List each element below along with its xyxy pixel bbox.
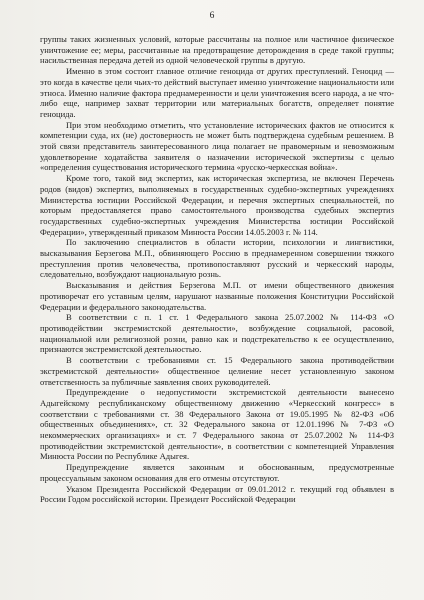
document-body (40, 34, 394, 505)
paragraph-10: Предупреждение является законным и обоснованным, предусмотренные процессуальным законом основания для его отмены отсутствуют. (40, 462, 394, 483)
paragraph-3: При этом необходимо отметить, что установление исторических фактов не относится к компетенции суда, их (не) достоверность не может быть подтверждена судебным решением. В этой связи представитель заинтересованного лица полагает не правомерным и невозможным удовлетворение ходатайства заявителя о назначении исторической экспертизы с целью «определения существования исторического термина «русско-черкесская война». (40, 119, 394, 173)
paragraph-5: По заключению специалистов в области истории, психологии и лингвистики, высказывания Берзегова М.П., обвиняющего Россию в преднамеренном совершении тяжкого преступления против человечества, противопоставляют русский и черкесский народы, следовательно, возбуждают национальную рознь. (40, 237, 394, 280)
paragraph-4: Кроме того, такой вид экспертиз, как историческая экспертиза, не включен Перечень родов (видов) экспертиз, выполняемых в государственных судебно-экспертных учреждениях Министерства юстиции Российской Федерации, и перечня экспертных специальностей, по которым предоставляется право самостоятельного производства судебных экспертиз государственных судебно-экспертных учреждения Министерства юстиции Российской Федерации», утвержденный приказом Минюста России 14.05.2003 г. № 114. (40, 173, 394, 237)
paragraph-2: Именно в этом состоит главное отличие геноцида от других преступлений. Геноцид — это когда в качестве цели чьих-то действий выступает именно уничтожение национальности или этноса. Именно наличие фактора преднамеренности и цели уничтожения всего народа, а не что-либо еще, например захват территории или материальных богатств, определяет понятие геноцида. (40, 66, 394, 119)
paragraph-1: группы таких жизненных условий, которые рассчитаны на полное или частичное физическое уничтожение ее; меры, рассчитанные на предотвращение деторождения в среде такой группы; насильственная передача детей из одной человеческой группы в другую. (40, 34, 394, 66)
page-number: 6 (209, 11, 215, 21)
paragraph-7: В соответствии с п. 1 ст. 1 Федерального закона 25.07.2002 № 114-ФЗ «О противодействии экстремистской деятельности», возбуждение социальной, расовой, национальной или религиозной розни, равно как и подстрекательство к ее осуществлению, признаются экстремистской деятельностью. (40, 312, 394, 355)
paragraph-11: Указом Президента Российской Федерации от 09.01.2012 г. текущий год объявлен в России Годом российской истории. Президент Российской Федерации (40, 483, 394, 505)
paragraph-6: Высказывания и действия Берзегова М.П. от имени общественного движения противоречат его уставным целям, нарушают названные положения Конституции Российской Федерации и федерального законодательства. (40, 280, 394, 312)
paragraph-8: В соответствии с требованиями ст. 15 Федерального закона противодействии экстремистской деятельности» общественное целиение несет установленную законом ответственность за публичные заявления своих руководителей. (40, 355, 394, 387)
paragraph-9: Предупреждение о недопустимости экстремистской деятельности вынесено Адыгейскому республиканскому общественному движению «Черкесский конгресс» в соответствии с требованиями ст. 38 Федерального Закона от 19.05.1995 № 82-ФЗ «Об общественных объединениях», ст. 32 Федерального закона от 12.01.1996 № 7-ФЗ «О некоммерческих организациях» и ст. 7 Федерального закона от 25.07.2002 № 114-ФЗ противодействии экстремистской деятельности», в соответствии с компетенцией Управления Минюста России по Республике Адыгея. (40, 387, 394, 462)
